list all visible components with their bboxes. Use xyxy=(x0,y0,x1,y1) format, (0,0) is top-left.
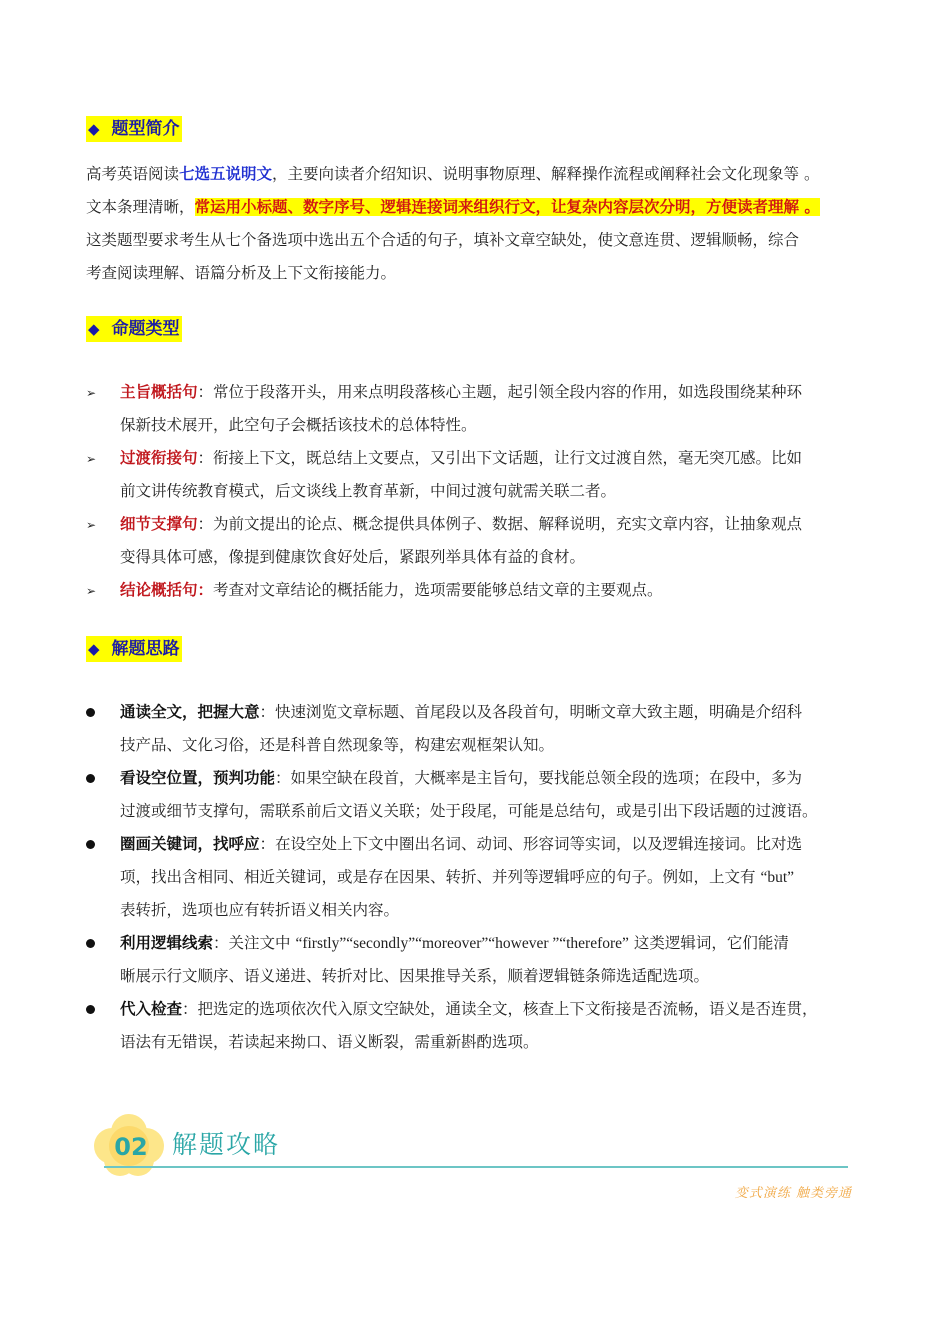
dot-bullet-icon xyxy=(86,696,106,729)
diamond-bullet-icon: ◆ xyxy=(88,120,100,138)
intro-highlight: 常运用小标题、数字序号、逻辑连接词来组织行文，让复杂内容层次分明，方便读者理解 。 xyxy=(194,198,820,216)
intro-keyword: 七选五说明文 xyxy=(179,165,273,183)
approach-list xyxy=(86,696,886,1059)
dot-bullet-icon xyxy=(86,828,106,861)
divider xyxy=(104,1166,848,1168)
list-item: ➢ 主旨概括句：常位于段落开头，用来点明段落核心主题，起引领全段内容的作用，如选段围绕某种环 保新技术展开，此空句子会概括该技术的总体特性。 xyxy=(86,376,886,442)
chapter-number: 02 xyxy=(114,1133,148,1161)
list-item: ➢ 过渡衔接句：衔接上下文，既总结上文要点，又引出下文话题，让行文过渡自然，毫无突兀感。比如 前文讲传统教育模式，后文谈线上教育革新，中间过渡句就需关联二者。 xyxy=(86,442,886,508)
list-item: 圈画关键词，找呼应：在设空处上下文中圈出名词、动词、形容词等实词，以及逻辑连接词。比对选 项，找出含相同、相近关键词，或是存在因果、转折、并列等逻辑呼应的句子。例如，上文有 “but” 表转折，选项也应有转折语义相关内容。 xyxy=(86,828,886,927)
arrow-bullet-icon: ➢ xyxy=(86,518,97,532)
intro-paragraph: 高考英语阅读七选五说明文，主要向读者介绍知识、说明事物原理、解释操作流程或阐释社会文化现象等 。 文本条理清晰，常运用小标题、数字序号、逻辑连接词来组织行文，让复杂内容层次分明，方便读者理解 。 这类题型要求考生从七个备选项中选出五个合适的句子，填补文章空缺处，使文意连贯、逻辑顺畅，综合 考查阅读理解、语篇分析及上下文衔接能力。 xyxy=(86,165,820,282)
arrow-bullet-icon: ➢ xyxy=(86,386,97,400)
chapter-title: 解题攻略 xyxy=(172,1130,281,1159)
diamond-bullet-icon: ◆ xyxy=(88,320,100,338)
diamond-bullet-icon: ◆ xyxy=(88,640,100,658)
types-list xyxy=(86,376,886,607)
section-title-intro: ◆ 题型简介 xyxy=(86,116,182,142)
arrow-bullet-icon: ➢ xyxy=(86,452,97,466)
chapter-banner xyxy=(92,1112,852,1202)
list-item: 利用逻辑线索：关注文中 “firstly”“secondly”“moreover”“however ”“therefore” 这类逻辑词，它们能清 晰展示行文顺序、语义递进、转折对比、因果推导关系，顺着逻辑链条筛选适配选项。 xyxy=(86,927,886,993)
dot-bullet-icon xyxy=(86,993,106,1026)
section-title-types: ◆ 命题类型 xyxy=(86,316,182,342)
list-item: ➢ 结论概括句：考查对文章结论的概括能力，选项需要能够总结文章的主要观点。 xyxy=(86,574,886,607)
list-item: ➢ 细节支撑句：为前文提出的论点、概念提供具体例子、数据、解释说明，充实文章内容，让抽象观点 变得具体可感，像提到健康饮食好处后，紧跟列举具体有益的食材。 xyxy=(86,508,886,574)
dot-bullet-icon xyxy=(86,927,106,960)
dot-bullet-icon xyxy=(86,762,106,795)
list-item: 通读全文，把握大意：快速浏览文章标题、首尾段以及各段首句，明晰文章大致主题，明确是介绍科 技产品、文化习俗，还是科普自然现象等，构建宏观框架认知。 xyxy=(86,696,886,762)
arrow-bullet-icon: ➢ xyxy=(86,584,97,598)
chapter-subtitle: 变式演练 触类旁通 xyxy=(734,1186,852,1201)
list-item: 看设空位置，预判功能：如果空缺在段首，大概率是主旨句，要找能总领全段的选项；在段中，多为 过渡或细节支撑句，需联系前后文语义关联；处于段尾，可能是总结句，或是引出下段话题的过渡语。 xyxy=(86,762,886,828)
section-title-approach: ◆ 解题思路 xyxy=(86,636,182,662)
list-item: 代入检查：把选定的选项依次代入原文空缺处，通读全文，核查上下文衔接是否流畅，语义是否连贯， 语法有无错误，若读起来拗口、语义断裂，需重新斟酌选项。 xyxy=(86,993,886,1059)
